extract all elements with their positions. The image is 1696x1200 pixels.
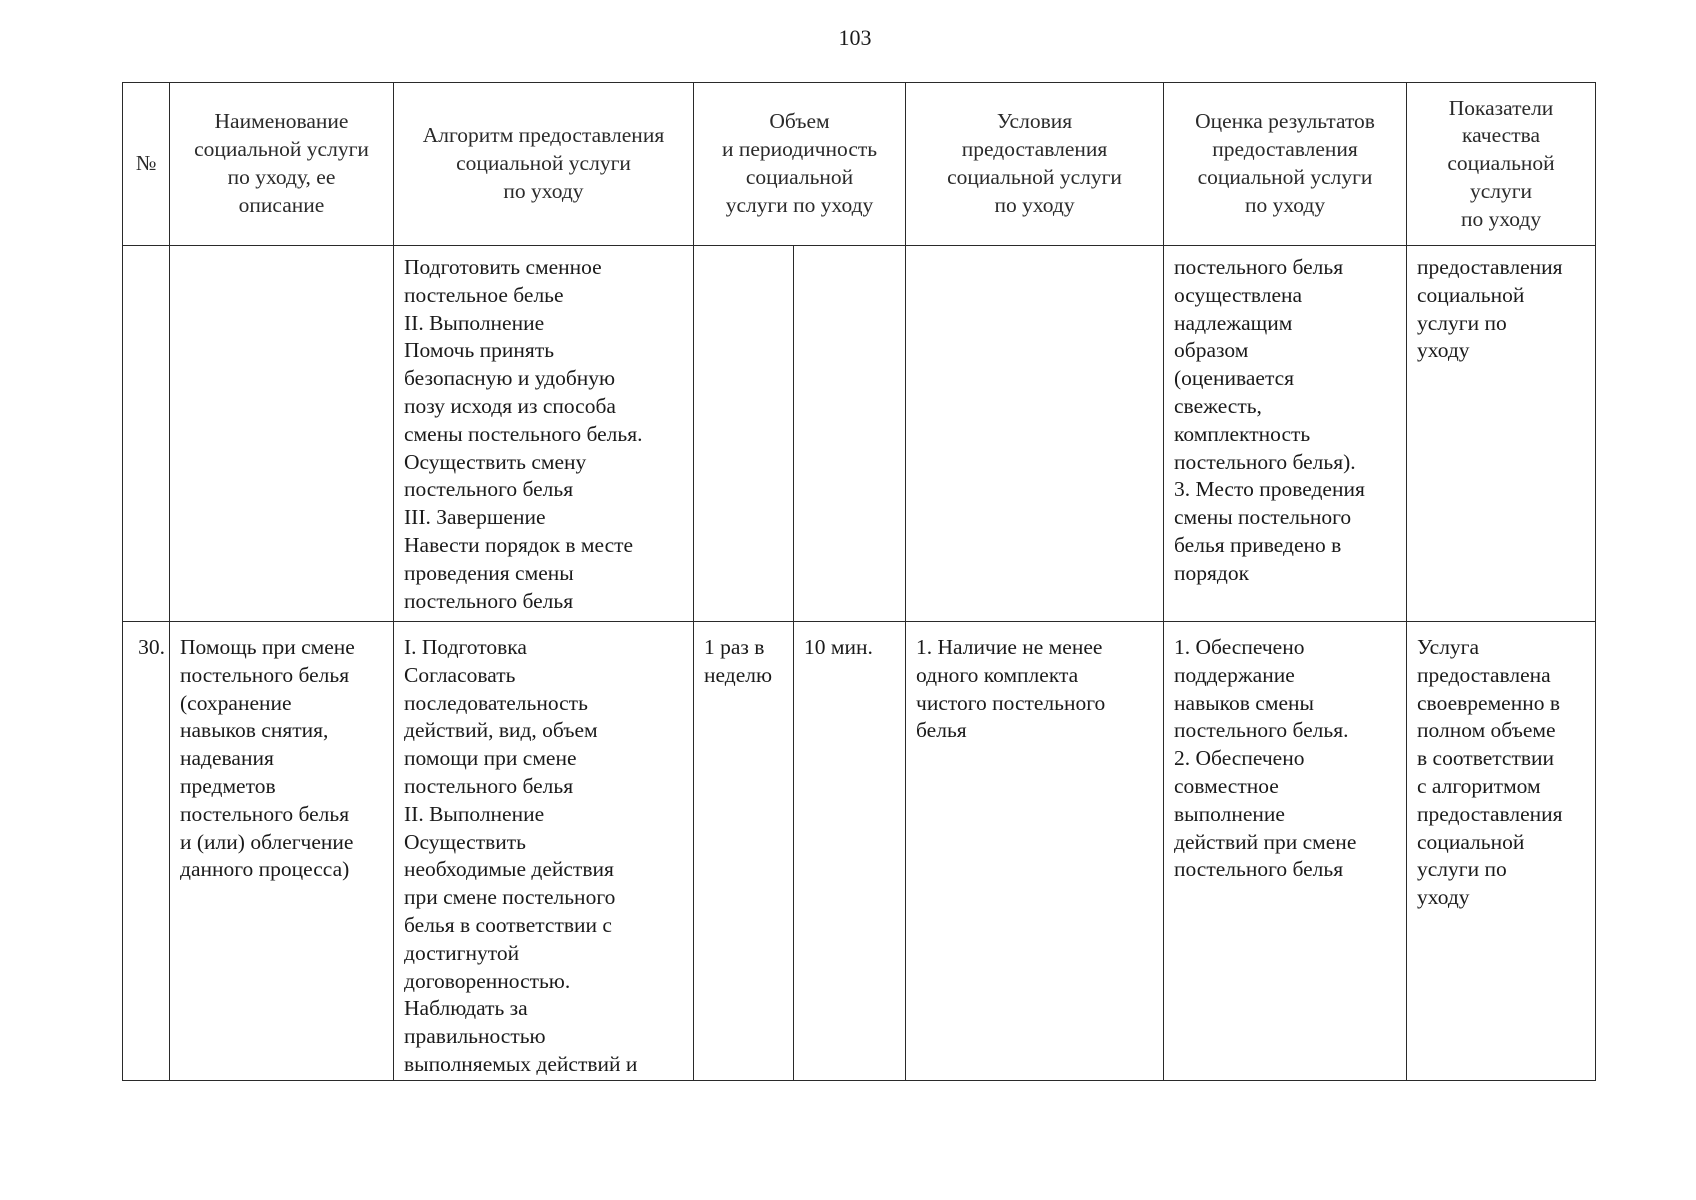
header-cell-number: №	[123, 83, 170, 246]
services-table	[122, 82, 1596, 1081]
cell-algorithm: I. Подготовка Согласовать последовательность действий, вид, объем помощи при смене постельного белья II. Выполнение Осуществить необходимые действия при смене постельного белья в соответствии с достигнутой договоренностью. Наблюдать за правильностью выполняемых действий и	[394, 622, 694, 1081]
cell-number: 30.	[123, 622, 170, 1081]
cell-frequency: 1 раз в неделю	[694, 622, 794, 1081]
cell-conditions: 1. Наличие не менее одного комплекта чистого постельного белья	[906, 622, 1164, 1081]
table-row	[123, 246, 1596, 622]
cell-quality: предоставления социальной услуги по уходу	[1407, 246, 1596, 622]
cell-service-name: Помощь при смене постельного белья (сохранение навыков снятия, надевания предметов постельного белья и (или) облегчение данного процесса)	[170, 622, 394, 1081]
table-row	[123, 622, 1596, 1081]
header-cell-evaluation: Оценка результатов предоставления социальной услуги по уходу	[1164, 83, 1407, 246]
header-cell-algorithm: Алгоритм предоставления социальной услуги по уходу	[394, 83, 694, 246]
cell-duration	[794, 246, 906, 622]
cell-quality: Услуга предоставлена своевременно в полном объеме в соответствии с алгоритмом предоставления социальной услуги по уходу	[1407, 622, 1596, 1081]
cell-duration: 10 мин.	[794, 622, 906, 1081]
cell-frequency	[694, 246, 794, 622]
cell-evaluation: постельного белья осуществлена надлежащим образом (оценивается свежесть, комплектность постельного белья). 3. Место проведения смены постельного белья приведено в порядок	[1164, 246, 1407, 622]
cell-number	[123, 246, 170, 622]
header-cell-conditions: Условия предоставления социальной услуги по уходу	[906, 83, 1164, 246]
cell-conditions	[906, 246, 1164, 622]
cell-evaluation: 1. Обеспечено поддержание навыков смены постельного белья. 2. Обеспечено совместное выполнение действий при смене постельного белья	[1164, 622, 1407, 1081]
header-cell-volume: Объем и периодичность социальной услуги по уходу	[694, 83, 906, 246]
cell-algorithm: Подготовить сменное постельное белье II. Выполнение Помочь принять безопасную и удобную позу исходя из способа смены постельного белья. Осуществить смену постельного белья III. Завершение Навести порядок в месте проведения смены постельного белья	[394, 246, 694, 622]
header-cell-quality: Показатели качества социальной услуги по уходу	[1407, 83, 1596, 246]
table-header-row	[123, 83, 1596, 246]
page-number: 103	[838, 25, 872, 50]
header-cell-service-name: Наименование социальной услуги по уходу, ее описание	[170, 83, 394, 246]
cell-service-name	[170, 246, 394, 622]
